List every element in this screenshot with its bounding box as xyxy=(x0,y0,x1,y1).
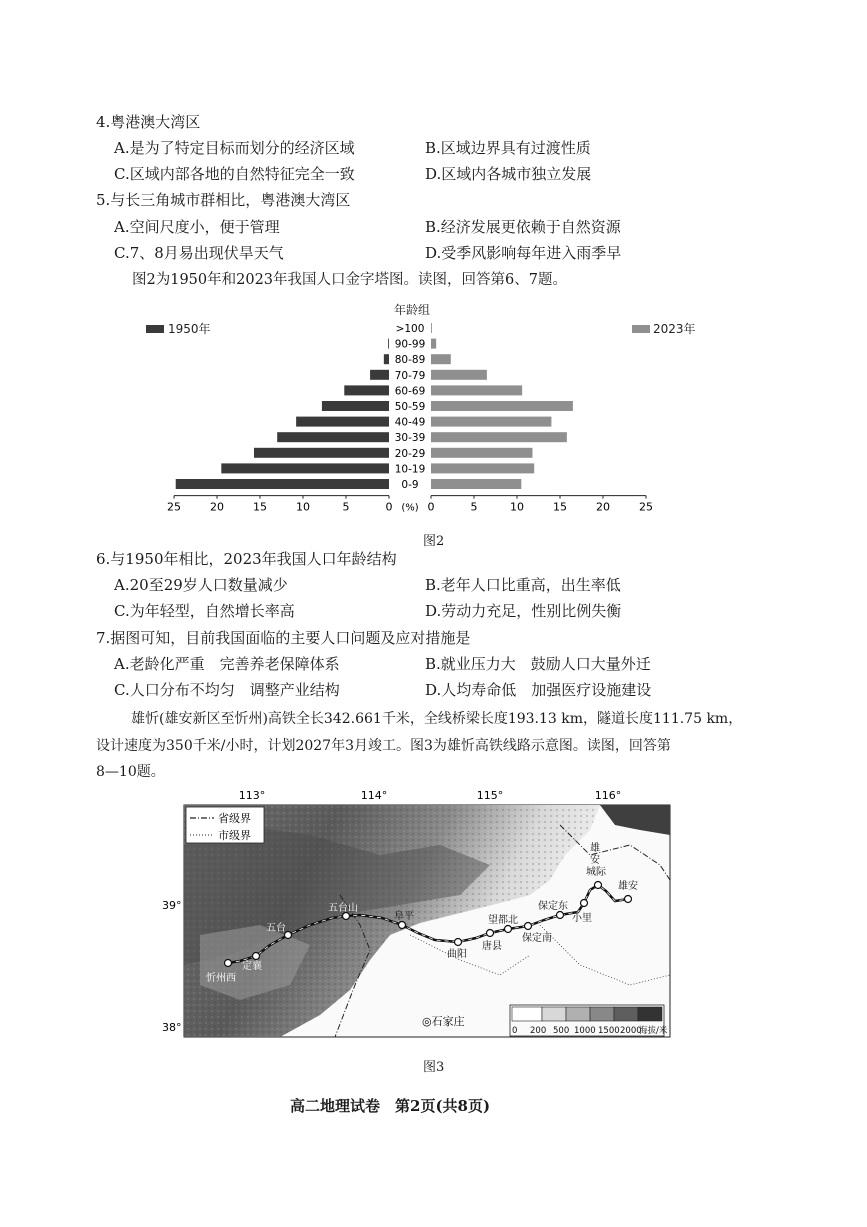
x-tick-left: 25 xyxy=(167,500,181,514)
railway-map xyxy=(160,785,680,1045)
bar-1950-90-99 xyxy=(388,339,389,349)
svg-text:2000: 2000 xyxy=(620,1026,642,1036)
bar-1950-30-39 xyxy=(277,432,389,442)
q5-option-a: A.空间尺度小，便于管理 xyxy=(114,218,280,236)
bar-1950-40-49 xyxy=(296,417,389,427)
bar-2023-90-99 xyxy=(431,339,436,349)
legend-1950-label: 1950年 xyxy=(168,322,211,336)
label-baodingdong: 保定东 xyxy=(538,901,568,912)
x-tick-left: 5 xyxy=(342,500,350,514)
q6-option-a: A.20至29岁人口数量减少 xyxy=(114,576,288,594)
age-group-label: 60-69 xyxy=(394,385,426,398)
station-wangdu xyxy=(505,926,512,933)
q6-stem: 6.与1950年相比，2023年我国人口年龄结构 xyxy=(96,550,397,568)
bar-2023-30-39 xyxy=(431,432,567,442)
q7-option-a: A.老龄化严重 完善养老保障体系 xyxy=(114,655,340,673)
figure3-caption: 图3 xyxy=(423,1060,445,1075)
label-xiongan: 雄安 xyxy=(618,881,638,892)
svg-text:1000: 1000 xyxy=(574,1026,596,1036)
station-tangxian xyxy=(487,930,494,937)
label-xionganchengji-1: 雄 xyxy=(590,843,600,854)
bar-1950-50-59 xyxy=(322,401,389,411)
bar-2023-70-79 xyxy=(431,370,487,380)
age-group-label: 90-99 xyxy=(394,338,426,351)
x-tick-right: 5 xyxy=(470,500,478,514)
station-xinzhou xyxy=(225,960,232,967)
x-tick-left: 15 xyxy=(253,500,267,514)
q4-option-c: C.区域内部各地的自然特征完全一致 xyxy=(114,165,355,183)
lat-38: 38° xyxy=(162,1021,182,1034)
page-footer: 高二地理试卷 第2页(共8页) xyxy=(290,1097,491,1115)
bar-2023->100 xyxy=(431,323,432,333)
label-baodingnan: 保定南 xyxy=(522,933,552,944)
population-pyramid-chart xyxy=(130,298,720,520)
station-xiongan xyxy=(625,896,632,903)
svg-text:0: 0 xyxy=(512,1026,518,1036)
q5-stem: 5.与长三角城市群相比，粤港澳大湾区 xyxy=(96,191,351,209)
age-group-label: 80-89 xyxy=(394,354,426,367)
svg-text:1500: 1500 xyxy=(598,1026,620,1036)
q4-stem: 4.粤港澳大湾区 xyxy=(96,113,201,131)
label-tangxian: 唐县 xyxy=(482,941,502,952)
shijiazhuang-label: ◎石家庄 xyxy=(422,1015,465,1028)
lon-114: 114° xyxy=(360,789,388,802)
bar-2023-80-89 xyxy=(431,354,451,364)
age-group-label: 70-79 xyxy=(394,369,426,382)
q6-option-d: D.劳动力充足，性别比例失衡 xyxy=(425,602,622,620)
svg-text:海拔/米: 海拔/米 xyxy=(639,1026,668,1036)
station-baodingdong xyxy=(557,912,564,919)
legend-provincial: 省级界 xyxy=(218,812,251,825)
station-quyang xyxy=(455,939,462,946)
label-xiaoli: 小里 xyxy=(572,913,592,924)
station-xiaoli xyxy=(581,900,588,907)
bar-1950-20-29 xyxy=(254,448,389,458)
paragraph-line-3: 8—10题。 xyxy=(96,764,165,780)
bar-1950-10-19 xyxy=(221,463,389,473)
unit-label: (%) xyxy=(401,502,419,514)
bar-2023-0-9 xyxy=(431,479,521,489)
age-group-label: 0-9 xyxy=(401,479,419,491)
q7-option-c: C.人口分布不均匀 调整产业结构 xyxy=(114,681,340,699)
station-fuping xyxy=(399,922,406,929)
legend-1950-swatch xyxy=(146,325,164,333)
age-group-label: 50-59 xyxy=(394,401,426,413)
svg-text:200: 200 xyxy=(530,1026,547,1036)
bar-2023-20-29 xyxy=(431,448,532,458)
x-tick-right: 20 xyxy=(596,500,610,514)
x-tick-right: 25 xyxy=(639,500,653,514)
q7-option-d: D.人均寿命低 加强医疗设施建设 xyxy=(425,681,652,699)
lat-39: 39° xyxy=(162,899,182,912)
label-fuping: 阜平 xyxy=(394,911,414,922)
elevation-legend xyxy=(510,1005,668,1036)
station-xionganchengji xyxy=(595,882,602,889)
legend-2023-label: 2023年 xyxy=(653,322,696,336)
x-tick-right: 10 xyxy=(510,500,524,514)
svg-text:安: 安 xyxy=(590,855,600,866)
label-wutaishan: 五台山 xyxy=(328,903,358,914)
bar-2023-40-49 xyxy=(431,417,551,427)
figure2-intro: 图2为1950年和2023年我国人口金字塔图。读图，回答第6、7题。 xyxy=(132,272,567,288)
bar-1950-80-89 xyxy=(384,354,389,364)
q5-option-b: B.经济发展更依赖于自然资源 xyxy=(425,218,621,236)
figure2-caption: 图2 xyxy=(423,534,445,549)
label-wangdu: 望都北 xyxy=(488,915,518,926)
label-quyang: 曲阳 xyxy=(447,949,467,960)
age-group-label: 30-39 xyxy=(394,432,426,445)
svg-text:500: 500 xyxy=(553,1026,570,1036)
station-dingxiang xyxy=(253,953,260,960)
legend-2023-swatch xyxy=(632,325,650,333)
paragraph-line-1: 雄忻(雄安新区至忻州)高铁全长342.661千米，全线桥梁长度193.13 km，隧道长度111.75 km， xyxy=(131,711,743,727)
lon-115: 115° xyxy=(476,789,504,802)
q4-option-d: D.区域内各城市独立发展 xyxy=(425,165,592,183)
bar-1950-70-79 xyxy=(370,370,389,380)
label-dingxiang: 定襄 xyxy=(242,961,262,972)
legend-city: 市级界 xyxy=(218,829,251,842)
bar-1950-60-69 xyxy=(344,385,389,395)
x-tick-right: 0 xyxy=(427,500,435,514)
station-baodingnan xyxy=(525,923,532,930)
chart-title: 年龄组 xyxy=(393,303,431,317)
x-tick-left: 0 xyxy=(385,500,393,514)
paragraph-line-2: 设计速度为350千米/小时，计划2027年3月竣工。图3为雄忻高铁线路示意图。读图，回答第 xyxy=(96,738,671,754)
age-group-label: >100 xyxy=(395,323,425,335)
q4-option-b: B.区域边界具有过渡性质 xyxy=(425,139,591,157)
age-group-label: 20-29 xyxy=(394,447,426,460)
x-tick-right: 15 xyxy=(553,500,567,514)
q5-option-d: D.受季风影响每年进入雨季早 xyxy=(425,244,622,262)
q5-option-c: C.7、8月易出现伏旱天气 xyxy=(114,244,284,262)
q6-option-b: B.老年人口比重高，出生率低 xyxy=(425,576,621,594)
age-group-label: 40-49 xyxy=(394,416,426,429)
bar-2023-10-19 xyxy=(431,463,534,473)
svg-text:城际: 城际 xyxy=(586,867,606,878)
label-xinzhou: 忻州西 xyxy=(206,973,236,984)
x-tick-left: 20 xyxy=(210,500,224,514)
lon-116: 116° xyxy=(594,789,622,802)
bar-1950-0-9 xyxy=(176,479,389,489)
age-group-label: 10-19 xyxy=(394,463,426,476)
bar-2023-60-69 xyxy=(431,385,522,395)
q4-option-a: A.是为了特定目标而划分的经济区域 xyxy=(114,139,355,157)
label-wutai: 五台 xyxy=(266,923,286,934)
lon-113: 113° xyxy=(238,789,266,802)
q6-option-c: C.为年轻型，自然增长率高 xyxy=(114,602,295,620)
q7-stem: 7.据图可知，目前我国面临的主要人口问题及应对措施是 xyxy=(96,629,471,647)
x-tick-left: 10 xyxy=(296,500,310,514)
q7-option-b: B.就业压力大 鼓励人口大量外迁 xyxy=(425,655,651,673)
bar-2023-50-59 xyxy=(431,401,573,411)
